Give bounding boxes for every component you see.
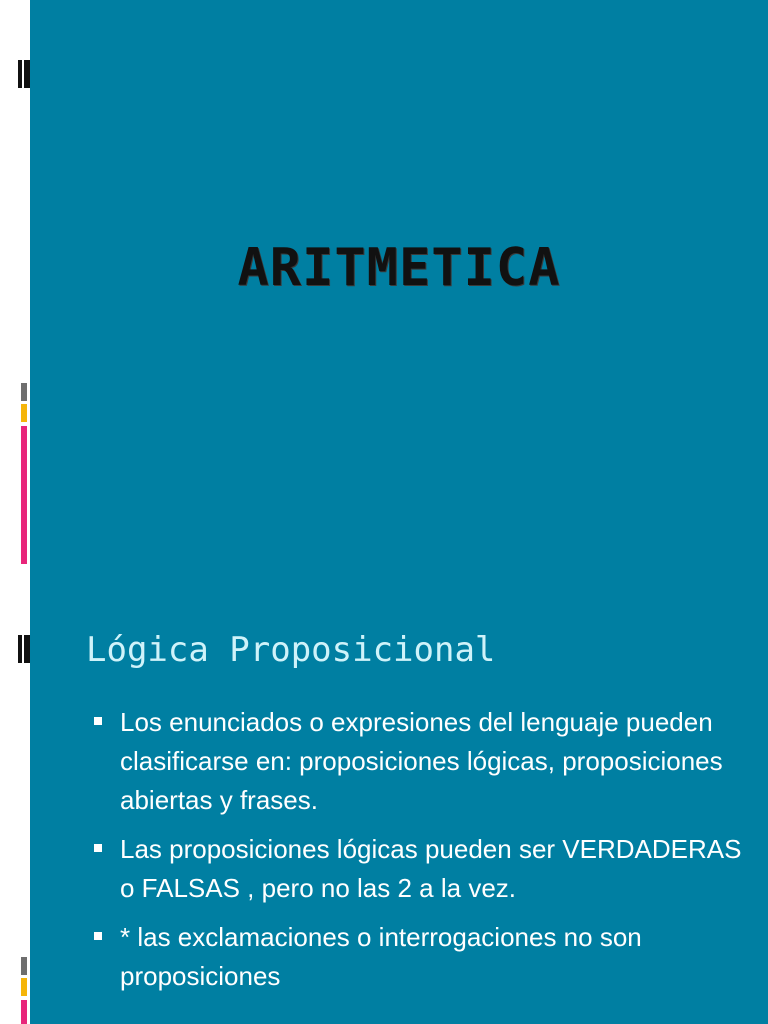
bullet-text: Los enunciados o expresiones del lenguaje pueden clasificarse en: proposiciones lógicas, proposiciones abiertas y frases.: [120, 707, 723, 815]
bullet-item: [88, 918, 748, 996]
slide-title: [30, 0, 768, 585]
bullet-square-icon: [94, 844, 102, 852]
bullet-square-icon: [94, 717, 102, 725]
margin-mark: [18, 60, 22, 88]
bullet-text: * las exclamaciones o interrogaciones no son proposiciones: [120, 922, 642, 991]
margin-mark: [21, 957, 27, 975]
slide-content: [30, 585, 768, 1024]
margin-mark: [21, 404, 27, 422]
bullet-list: [88, 703, 748, 1006]
margin-mark: [21, 978, 27, 996]
bullet-item: [88, 830, 748, 908]
slide-title-text: ARITMETICA: [237, 238, 561, 298]
bullet-text: Las proposiciones lógicas pueden ser VERDADERAS o FALSAS , pero no las 2 a la vez.: [120, 834, 742, 903]
bullet-square-icon: [94, 932, 102, 940]
margin-mark: [18, 635, 22, 663]
margin-mark: [21, 1000, 27, 1024]
margin-mark: [21, 426, 27, 564]
margin-mark: [21, 383, 27, 401]
slide-heading: Lógica Proposicional: [86, 630, 496, 670]
bullet-item: [88, 703, 748, 820]
